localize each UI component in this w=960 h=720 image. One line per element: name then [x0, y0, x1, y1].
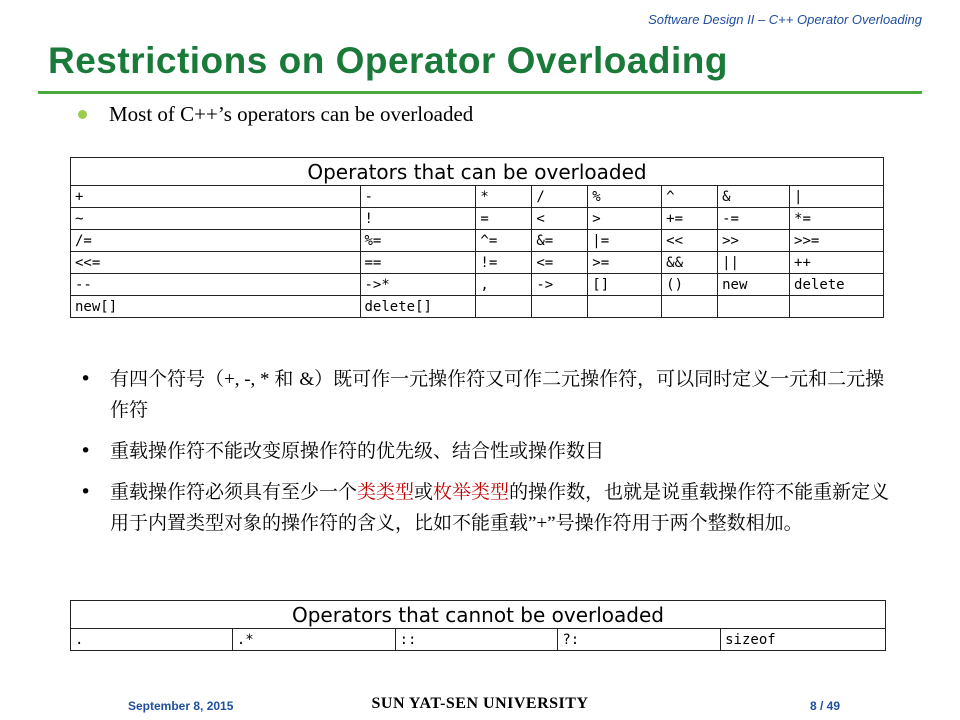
- operator-cell: [718, 296, 790, 318]
- operator-cell: ->: [532, 274, 588, 296]
- operator-cell: new: [718, 274, 790, 296]
- operator-cell: (): [662, 274, 718, 296]
- note-class-type: 重载操作符必须具有至少一个类类型或枚举类型的操作数，也就是说重载操作符不能重新定义用于内置类型对象的操作符的含义，比如不能重载”+”号操作符用于两个整数相加。: [110, 481, 890, 534]
- operator-cell: [476, 296, 532, 318]
- operator-cell: []: [588, 274, 662, 296]
- operator-cell: [532, 296, 588, 318]
- operator-cell: <<=: [71, 252, 361, 274]
- operator-cell: ++: [790, 252, 884, 274]
- table-row: [71, 296, 884, 318]
- operator-cell: delete: [790, 274, 884, 296]
- operator-cell: ::: [395, 629, 558, 651]
- note-unary-binary: 有四个符号（+, -, * 和 &）既可作一元操作符又可作二元操作符，可以同时定义一元和二元操作符: [110, 368, 885, 421]
- notes-list: [80, 364, 900, 549]
- operator-cell: |: [790, 186, 884, 208]
- intro-bullet-text: Most of C++’s operators can be overloaded: [109, 102, 474, 126]
- operator-cell: [588, 296, 662, 318]
- operator-cell: --: [71, 274, 361, 296]
- table-row: [71, 629, 886, 651]
- page-number: 8 / 49: [810, 699, 841, 713]
- operator-cell: <=: [532, 252, 588, 274]
- overloadable-operators-table: [70, 157, 884, 318]
- footer-university: SUN YAT-SEN UNIVERSITY: [371, 695, 589, 712]
- slide-title: Restrictions on Operator Overloading: [48, 40, 729, 81]
- operator-cell: ,: [476, 274, 532, 296]
- operator-cell: ?:: [558, 629, 721, 651]
- operator-cell: ->*: [360, 274, 476, 296]
- list-item: [80, 477, 900, 539]
- operator-cell: *=: [790, 208, 884, 230]
- operator-cell: -=: [718, 208, 790, 230]
- operator-cell: !: [360, 208, 476, 230]
- operator-cell: [662, 296, 718, 318]
- course-header: Software Design II – C++ Operator Overloading: [648, 12, 922, 27]
- operator-cell: >=: [588, 252, 662, 274]
- table-row: [71, 252, 884, 274]
- operator-cell: &: [718, 186, 790, 208]
- operator-cell: ==: [360, 252, 476, 274]
- bullet-dot-icon: [78, 110, 87, 119]
- operator-cell: >: [588, 208, 662, 230]
- operator-cell: &=: [532, 230, 588, 252]
- operator-cell: ~: [71, 208, 361, 230]
- operator-cell: sizeof: [721, 629, 886, 651]
- operator-cell: =: [476, 208, 532, 230]
- operator-cell: ||: [718, 252, 790, 274]
- list-item: [80, 436, 900, 467]
- table-row: [71, 274, 884, 296]
- operator-cell: %=: [360, 230, 476, 252]
- bullet-icon: •: [80, 481, 92, 503]
- operator-cell: +: [71, 186, 361, 208]
- list-item: [80, 364, 900, 426]
- operator-cell: [790, 296, 884, 318]
- operator-cell: .*: [232, 629, 395, 651]
- non-overloadable-operators-table: [70, 600, 886, 651]
- footer-date: September 8, 2015: [128, 699, 234, 713]
- intro-bullet: [78, 102, 473, 127]
- table-row: [71, 186, 884, 208]
- note-precedence: 重载操作符不能改变原操作符的优先级、结合性或操作数目: [110, 440, 605, 462]
- operator-cell: +=: [662, 208, 718, 230]
- overloadable-table-header: Operators that can be overloaded: [71, 158, 884, 186]
- operator-cell: |=: [588, 230, 662, 252]
- operator-cell: new[]: [71, 296, 361, 318]
- title-divider: [38, 91, 922, 94]
- operator-cell: >>=: [790, 230, 884, 252]
- table-row: [71, 230, 884, 252]
- operator-cell: ^=: [476, 230, 532, 252]
- operator-cell: delete[]: [360, 296, 476, 318]
- operator-cell: %: [588, 186, 662, 208]
- operator-cell: /=: [71, 230, 361, 252]
- operator-cell: &&: [662, 252, 718, 274]
- operator-cell: .: [71, 629, 233, 651]
- operator-cell: ^: [662, 186, 718, 208]
- non-overloadable-table-header: Operators that cannot be overloaded: [71, 601, 886, 629]
- operator-cell: *: [476, 186, 532, 208]
- table-row: [71, 208, 884, 230]
- operator-cell: /: [532, 186, 588, 208]
- operator-cell: <<: [662, 230, 718, 252]
- bullet-icon: •: [80, 440, 92, 462]
- operator-cell: -: [360, 186, 476, 208]
- operator-cell: <: [532, 208, 588, 230]
- operator-cell: >>: [718, 230, 790, 252]
- bullet-icon: •: [80, 368, 92, 390]
- operator-cell: !=: [476, 252, 532, 274]
